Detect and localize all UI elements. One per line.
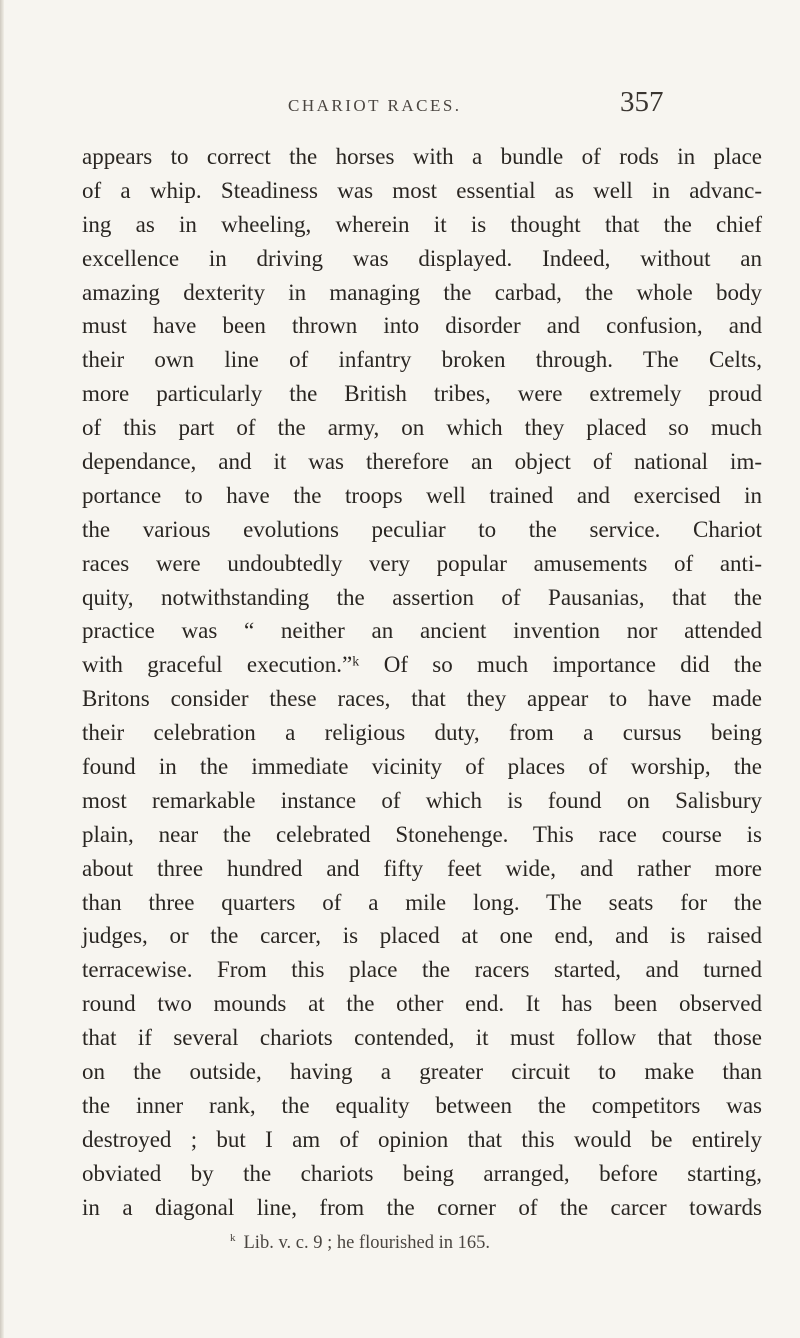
running-head: [0, 86, 800, 126]
text-line: their own line of infantry broken through. The Celts,: [82, 347, 762, 373]
text-line: about three hundred and fifty feet wide, and rather more: [82, 855, 762, 881]
text-line: than three quarters of a mile long. The seats for the: [82, 889, 762, 915]
text-line: practice was “ neither an ancient invention nor attended: [82, 618, 762, 644]
text-line: round two mounds at the other end. It has been observed: [82, 991, 762, 1017]
text-line: found in the immediate vicinity of places of worship, the: [82, 754, 762, 780]
running-head-title: CHARIOT RACES.: [288, 96, 462, 115]
text-line: must have been thrown into disorder and confusion, and: [82, 313, 762, 339]
text-line: excellence in driving was displayed. Indeed, without an: [82, 245, 762, 271]
text-line: amazing dexterity in managing the carbad, the whole body: [82, 279, 762, 305]
text-line: dependance, and it was therefore an object of national im-: [82, 449, 762, 475]
text-line: the inner rank, the equality between the competitors was: [82, 1092, 762, 1118]
footnote-text: Lib. v. c. 9 ; he flourished in 165.: [243, 1233, 490, 1254]
text-line: on the outside, having a greater circuit to make than: [82, 1059, 762, 1085]
body-text: [82, 140, 762, 1225]
text-line: the various evolutions peculiar to the service. Chariot: [82, 516, 762, 542]
text-line: plain, near the celebrated Stonehenge. This race course is: [82, 821, 762, 847]
text-line: with graceful execution.”ᵏ Of so much importance did the: [82, 652, 762, 678]
text-line: of a whip. Steadiness was most essential as well in advanc-: [82, 177, 762, 203]
text-line: destroyed ; but I am of opinion that this would be entirely: [82, 1126, 762, 1152]
text-line: ing as in wheeling, wherein it is thought that the chief: [82, 211, 762, 237]
text-line: of this part of the army, on which they placed so much: [82, 415, 762, 441]
footnote: [230, 1232, 490, 1254]
text-line: Britons consider these races, that they appear to have made: [82, 686, 762, 712]
text-line: most remarkable instance of which is found on Salisbury: [82, 787, 762, 813]
text-line: terracewise. From this place the racers started, and turned: [82, 957, 762, 983]
text-line: quity, notwithstanding the assertion of Pausanias, that the: [82, 584, 762, 610]
text-line: judges, or the carcer, is placed at one end, and is raised: [82, 923, 762, 949]
text-line: races were undoubtedly very popular amusements of anti-: [82, 550, 762, 576]
text-line: their celebration a religious duty, from a cursus being: [82, 720, 762, 746]
text-line: more particularly the British tribes, were extremely proud: [82, 381, 762, 407]
text-line: appears to correct the horses with a bundle of rods in place: [82, 144, 762, 169]
page-number: 357: [620, 86, 664, 118]
footnote-mark: k: [230, 1232, 236, 1244]
text-line: obviated by the chariots being arranged, before starting,: [82, 1160, 762, 1186]
text-line: in a diagonal line, from the corner of the carcer towards: [82, 1194, 762, 1220]
text-line: that if several chariots contended, it must follow that those: [82, 1025, 762, 1051]
text-line: portance to have the troops well trained and exercised in: [82, 482, 762, 508]
